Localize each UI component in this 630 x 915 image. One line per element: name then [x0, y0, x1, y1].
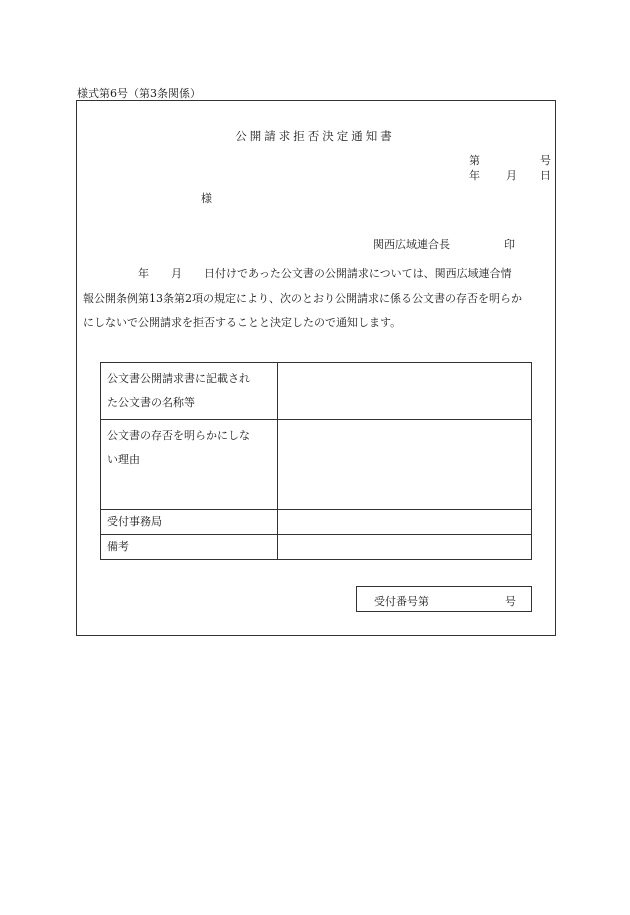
recipient-suffix: 様 [201, 192, 212, 205]
table-row [101, 420, 532, 510]
label-line: 備考 [107, 540, 129, 553]
document-title: 公開請求拒否決定通知書 [235, 129, 395, 143]
label-line: た公文書の名称等 [107, 396, 195, 409]
receipt-prefix: 受付番号第 [374, 595, 429, 608]
form-number-label: 様式第6号（第3条関係） [77, 87, 201, 100]
receipt-number-box [356, 586, 532, 612]
details-table [100, 362, 532, 560]
row-label-receiving-office [101, 510, 278, 535]
number-suffix: 号 [540, 154, 551, 167]
row-value-receiving-office [278, 510, 532, 535]
row-label-document-name [101, 363, 278, 420]
row-value-document-name [278, 363, 532, 420]
row-value-refusal-reason [278, 420, 532, 510]
label-line: 公文書の存否を明らかにしな [107, 429, 250, 442]
notice-body [83, 262, 553, 336]
body-line: にしないで公開請求を拒否することと決定したので通知します。 [83, 316, 402, 329]
label-line: 受付事務局 [107, 515, 162, 528]
label-line: い理由 [107, 453, 140, 466]
table-row [101, 363, 532, 420]
date-month: 月 [506, 169, 517, 182]
row-value-remarks [278, 535, 532, 560]
seal-mark: 印 [504, 238, 515, 251]
issuer-name: 関西広域連合長 [373, 238, 450, 251]
date-day: 日 [540, 169, 551, 182]
body-line: 年 月 日付けであった公文書の公開請求については、関西広域連合情 [83, 267, 512, 280]
body-line: 報公開条例第13条第2項の規定により、次のとおり公開請求に係る公文書の存否を明らか [83, 291, 522, 305]
date-year: 年 [469, 169, 480, 182]
table-row [101, 510, 532, 535]
row-label-remarks [101, 535, 278, 560]
label-line: 公文書公開請求書に記載され [107, 372, 250, 385]
table-row [101, 535, 532, 560]
number-prefix: 第 [469, 154, 480, 167]
row-label-refusal-reason [101, 420, 278, 510]
receipt-suffix: 号 [505, 595, 516, 608]
